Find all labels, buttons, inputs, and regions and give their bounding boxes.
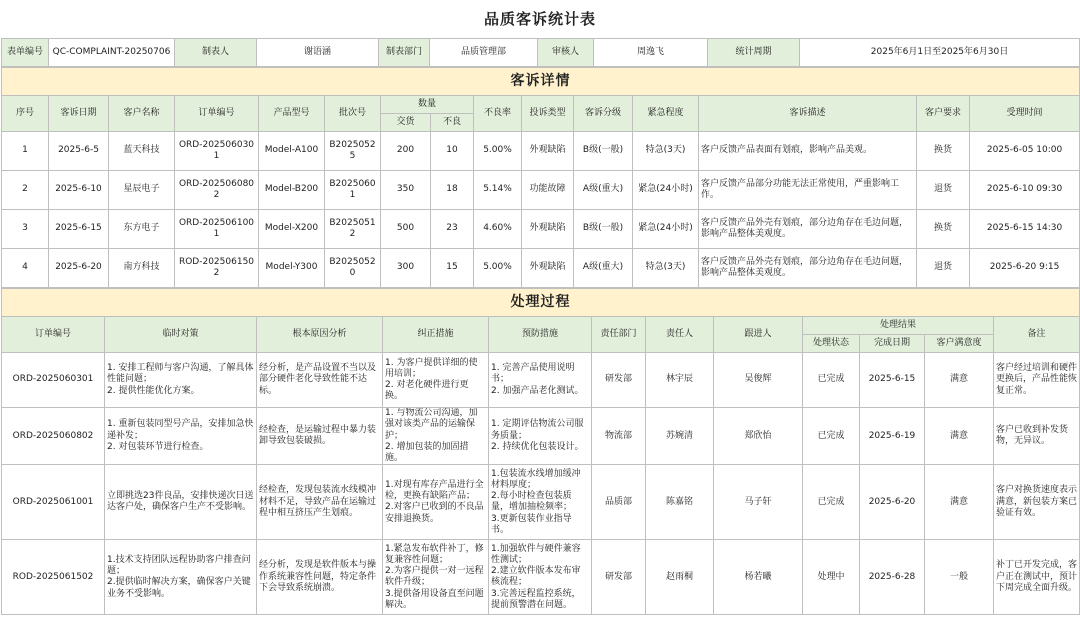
col-follower: 跟进人 bbox=[714, 317, 803, 353]
cell-temp: 立即挑选23件良品，安排快递次日送达客户处，确保客户生产不受影响。 bbox=[105, 465, 257, 540]
maker-value: 谢语涵 bbox=[257, 39, 379, 67]
cell-root: 经分析，是产品设置不当以及部分硬件老化导致性能不达标。 bbox=[257, 353, 383, 408]
col-customer: 客户名称 bbox=[109, 96, 175, 132]
cell-delivered: 300 bbox=[381, 249, 431, 288]
cell-type: 功能故障 bbox=[522, 171, 574, 210]
cell-desc: 客户反馈产品部分功能无法正常使用，严重影响工作。 bbox=[699, 171, 917, 210]
table-row bbox=[2, 540, 1080, 615]
cell-root: 经分析，发现是软件版本与操作系统兼容性问题，特定条件下会导致系统崩溃。 bbox=[257, 540, 383, 615]
details-section-title: 客诉详情 bbox=[2, 68, 1080, 96]
cell-order: ORD-2025060802 bbox=[175, 171, 259, 210]
col-preventive: 预防措施 bbox=[489, 317, 592, 353]
cell-defect: 23 bbox=[431, 210, 474, 249]
cell-request: 退货 bbox=[917, 249, 970, 288]
cell-customer: 南方科技 bbox=[109, 249, 175, 288]
cell-dept: 研发部 bbox=[592, 353, 646, 408]
cell-defect: 18 bbox=[431, 171, 474, 210]
col-corrective: 纠正措施 bbox=[383, 317, 489, 353]
cell-level: B级(一般) bbox=[574, 210, 633, 249]
cell-time: 2025-6-20 9:15 bbox=[970, 249, 1080, 288]
form-no-label: 表单编号 bbox=[2, 39, 49, 67]
col-seq: 序号 bbox=[2, 96, 49, 132]
cell-desc: 客户反馈产品表面有划痕，影响产品美观。 bbox=[699, 132, 917, 171]
cell-batch: B20250512 bbox=[325, 210, 381, 249]
period-value: 2025年6月1日至2025年6月30日 bbox=[800, 39, 1080, 67]
cell-type: 外观缺陷 bbox=[522, 210, 574, 249]
col-owner: 责任人 bbox=[646, 317, 714, 353]
cell-level: A级(重大) bbox=[574, 171, 633, 210]
col-done: 完成日期 bbox=[860, 335, 925, 353]
cell-delivered: 350 bbox=[381, 171, 431, 210]
col-qty: 数量 bbox=[381, 96, 474, 114]
cell-corrective: 1. 为客户提供详细的使用培训； 2. 对老化硬件进行更换。 bbox=[383, 353, 489, 408]
cell-request: 退货 bbox=[917, 171, 970, 210]
col-root: 根本原因分析 bbox=[257, 317, 383, 353]
cell-date: 2025-6-20 bbox=[49, 249, 109, 288]
cell-urgency: 特急(3天) bbox=[633, 132, 699, 171]
cell-owner: 苏婉清 bbox=[646, 408, 714, 465]
cell-status: 已完成 bbox=[803, 353, 860, 408]
cell-dept: 品质部 bbox=[592, 465, 646, 540]
cell-model: Model-Y300 bbox=[259, 249, 325, 288]
cell-urgency: 紧急(24小时) bbox=[633, 171, 699, 210]
details-table bbox=[1, 67, 1080, 288]
cell-time: 2025-6-15 14:30 bbox=[970, 210, 1080, 249]
cell-rate: 5.00% bbox=[474, 132, 522, 171]
cell-order: ROD-2025061502 bbox=[2, 540, 105, 615]
col-urgency: 紧急程度 bbox=[633, 96, 699, 132]
form-no-value: QC-COMPLAINT-20250706 bbox=[49, 39, 175, 67]
col-result: 处理结果 bbox=[803, 317, 994, 335]
table-row bbox=[2, 465, 1080, 540]
maker-label: 制表人 bbox=[175, 39, 257, 67]
cell-batch: B20250525 bbox=[325, 132, 381, 171]
dept-value: 品质管理部 bbox=[430, 39, 538, 67]
cell-preventive: 1. 完善产品使用说明书； 2. 加强产品老化测试。 bbox=[489, 353, 592, 408]
col-p-order: 订单编号 bbox=[2, 317, 105, 353]
cell-customer: 蓝天科技 bbox=[109, 132, 175, 171]
dept-label: 制表部门 bbox=[379, 39, 430, 67]
cell-urgency: 紧急(24小时) bbox=[633, 210, 699, 249]
cell-defect: 15 bbox=[431, 249, 474, 288]
cell-temp: 1.技术支持团队远程协助客户排查问题； 2.提供临时解决方案，确保客户关键业务不受影响。 bbox=[105, 540, 257, 615]
cell-desc: 客户反馈产品外壳有划痕，部分边角存在毛边问题，影响产品整体美观度。 bbox=[699, 210, 917, 249]
col-model: 产品型号 bbox=[259, 96, 325, 132]
reviewer-label: 审核人 bbox=[538, 39, 594, 67]
cell-status: 已完成 bbox=[803, 465, 860, 540]
cell-level: B级(一般) bbox=[574, 132, 633, 171]
col-rate: 不良率 bbox=[474, 96, 522, 132]
cell-order: ORD-2025060301 bbox=[2, 353, 105, 408]
cell-follower: 马子轩 bbox=[714, 465, 803, 540]
cell-dept: 物流部 bbox=[592, 408, 646, 465]
period-label: 统计周期 bbox=[708, 39, 800, 67]
cell-preventive: 1.加强软件与硬件兼容性测试； 2.建立软件版本发布审核流程； 3.完善远程监控系统，提前预警潜在问题。 bbox=[489, 540, 592, 615]
cell-type: 外观缺陷 bbox=[522, 249, 574, 288]
cell-seq: 4 bbox=[2, 249, 49, 288]
col-time: 受理时间 bbox=[970, 96, 1080, 132]
cell-request: 换货 bbox=[917, 132, 970, 171]
cell-rate: 4.60% bbox=[474, 210, 522, 249]
cell-root: 经检查，是运输过程中暴力装卸导致包装破损。 bbox=[257, 408, 383, 465]
table-row bbox=[2, 132, 1080, 171]
table-row bbox=[2, 249, 1080, 288]
cell-delivered: 200 bbox=[381, 132, 431, 171]
cell-batch: B20250520 bbox=[325, 249, 381, 288]
col-desc: 客诉描述 bbox=[699, 96, 917, 132]
cell-corrective: 1. 与物流公司沟通，加强对该类产品的运输保护； 2. 增加包装的加固措施。 bbox=[383, 408, 489, 465]
cell-preventive: 1. 定期评估物流公司服务质量； 2. 持续优化包装设计。 bbox=[489, 408, 592, 465]
cell-root: 经检查，发现包装流水线模冲材料不足，导致产品在运输过程中相互挤压产生划痕。 bbox=[257, 465, 383, 540]
cell-date: 2025-6-5 bbox=[49, 132, 109, 171]
cell-delivered: 500 bbox=[381, 210, 431, 249]
cell-request: 换货 bbox=[917, 210, 970, 249]
cell-desc: 客户反馈产品外壳有划痕，部分边角存在毛边问题，影响产品整体美观度。 bbox=[699, 249, 917, 288]
cell-remark: 客户已收到补发货物，无异议。 bbox=[994, 408, 1080, 465]
cell-date: 2025-6-10 bbox=[49, 171, 109, 210]
cell-batch: B20250601 bbox=[325, 171, 381, 210]
info-table bbox=[1, 38, 1080, 67]
cell-urgency: 特急(3天) bbox=[633, 249, 699, 288]
cell-temp: 1. 重新包装同型号产品，安排加急快递补发； 2. 对包装环节进行检查。 bbox=[105, 408, 257, 465]
cell-customer: 星辰电子 bbox=[109, 171, 175, 210]
cell-satisfaction: 满意 bbox=[925, 353, 994, 408]
cell-order: ORD-2025060301 bbox=[175, 132, 259, 171]
cell-defect: 10 bbox=[431, 132, 474, 171]
cell-status: 处理中 bbox=[803, 540, 860, 615]
cell-satisfaction: 满意 bbox=[925, 408, 994, 465]
cell-seq: 3 bbox=[2, 210, 49, 249]
table-row bbox=[2, 210, 1080, 249]
cell-done: 2025-6-19 bbox=[860, 408, 925, 465]
cell-order: ROD-2025061502 bbox=[175, 249, 259, 288]
col-batch: 批次号 bbox=[325, 96, 381, 132]
col-temp: 临时对策 bbox=[105, 317, 257, 353]
cell-type: 外观缺陷 bbox=[522, 132, 574, 171]
col-dept: 责任部门 bbox=[592, 317, 646, 353]
cell-rate: 5.00% bbox=[474, 249, 522, 288]
col-order: 订单编号 bbox=[175, 96, 259, 132]
cell-time: 2025-6-10 09:30 bbox=[970, 171, 1080, 210]
cell-follower: 杨若曦 bbox=[714, 540, 803, 615]
process-section-title: 处理过程 bbox=[2, 289, 1080, 317]
cell-level: A级(重大) bbox=[574, 249, 633, 288]
cell-status: 已完成 bbox=[803, 408, 860, 465]
cell-order: ORD-2025060802 bbox=[2, 408, 105, 465]
cell-remark: 客户对换货速度表示满意，新包装方案已验证有效。 bbox=[994, 465, 1080, 540]
cell-done: 2025-6-20 bbox=[860, 465, 925, 540]
cell-satisfaction: 满意 bbox=[925, 465, 994, 540]
col-delivered: 交货 bbox=[381, 114, 431, 132]
cell-preventive: 1.包装流水线增加缓冲材料厚度； 2.每小时检查包装质量，增加抽检频率； 3.更新包装作业指导书。 bbox=[489, 465, 592, 540]
cell-owner: 赵雨桐 bbox=[646, 540, 714, 615]
cell-corrective: 1.对现有库存产品进行全检，更换有缺陷产品； 2.对客户已收到的不良品安排退换货。 bbox=[383, 465, 489, 540]
col-remark: 备注 bbox=[994, 317, 1080, 353]
col-type: 投诉类型 bbox=[522, 96, 574, 132]
cell-done: 2025-6-28 bbox=[860, 540, 925, 615]
col-status: 处理状态 bbox=[803, 335, 860, 353]
cell-remark: 补丁已开发完成，客户正在测试中，预计下周完成全面升级。 bbox=[994, 540, 1080, 615]
cell-order: ORD-2025061001 bbox=[2, 465, 105, 540]
cell-customer: 东方电子 bbox=[109, 210, 175, 249]
table-row bbox=[2, 353, 1080, 408]
col-satisfaction: 客户满意度 bbox=[925, 335, 994, 353]
cell-done: 2025-6-15 bbox=[860, 353, 925, 408]
col-level: 客诉分级 bbox=[574, 96, 633, 132]
cell-owner: 林宇辰 bbox=[646, 353, 714, 408]
cell-satisfaction: 一般 bbox=[925, 540, 994, 615]
table-row bbox=[2, 171, 1080, 210]
cell-remark: 客户经过培训和硬件更换后，产品性能恢复正常。 bbox=[994, 353, 1080, 408]
col-date: 客诉日期 bbox=[49, 96, 109, 132]
cell-model: Model-X200 bbox=[259, 210, 325, 249]
process-table bbox=[1, 288, 1080, 615]
cell-model: Model-B200 bbox=[259, 171, 325, 210]
cell-temp: 1. 安排工程师与客户沟通，了解具体性能问题； 2. 提供性能优化方案。 bbox=[105, 353, 257, 408]
table-row bbox=[2, 408, 1080, 465]
col-request: 客户要求 bbox=[917, 96, 970, 132]
col-defect: 不良 bbox=[431, 114, 474, 132]
cell-follower: 吴俊辉 bbox=[714, 353, 803, 408]
cell-date: 2025-6-15 bbox=[49, 210, 109, 249]
cell-rate: 5.14% bbox=[474, 171, 522, 210]
cell-time: 2025-6-05 10:00 bbox=[970, 132, 1080, 171]
cell-corrective: 1.紧急发布软件补丁，修复兼容性问题； 2.为客户提供一对一远程软件升级； 3.提供备用设备直至问题解决。 bbox=[383, 540, 489, 615]
cell-order: ORD-2025061001 bbox=[175, 210, 259, 249]
cell-owner: 陈嘉铭 bbox=[646, 465, 714, 540]
cell-model: Model-A100 bbox=[259, 132, 325, 171]
cell-follower: 郑欣怡 bbox=[714, 408, 803, 465]
cell-seq: 2 bbox=[2, 171, 49, 210]
page-title: 品质客诉统计表 bbox=[483, 10, 596, 28]
cell-seq: 1 bbox=[2, 132, 49, 171]
reviewer-value: 周逸飞 bbox=[594, 39, 708, 67]
cell-dept: 研发部 bbox=[592, 540, 646, 615]
